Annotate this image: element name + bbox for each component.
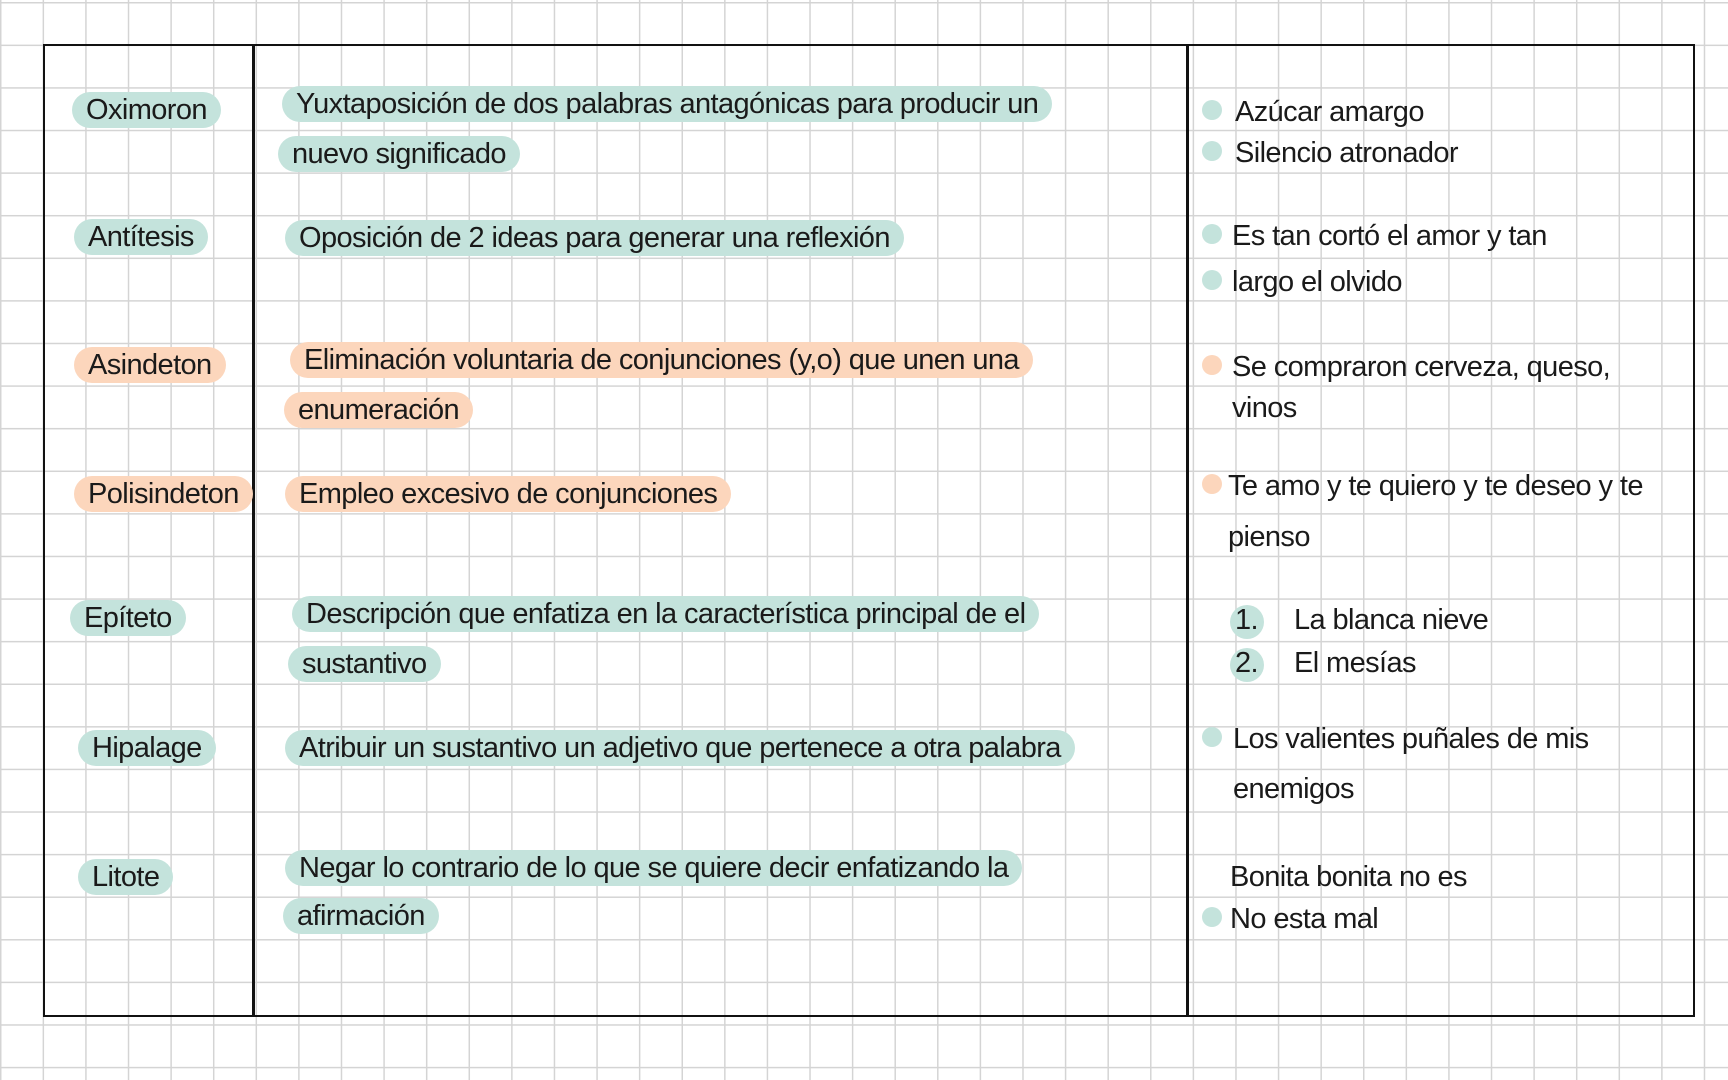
example-text: La blanca nieve bbox=[1294, 604, 1489, 636]
bullet-dot-icon bbox=[1202, 474, 1222, 494]
definition-line: Descripción que enfatiza en la característica principal de el bbox=[292, 596, 1039, 632]
definition-line: Oposición de 2 ideas para generar una reflexión bbox=[285, 220, 904, 256]
example-text: Es tan cortó el amor y tan bbox=[1232, 220, 1547, 252]
example-text: No esta mal bbox=[1230, 903, 1379, 935]
example-text: enemigos bbox=[1233, 773, 1354, 805]
example-text: vinos bbox=[1232, 392, 1297, 424]
definition-line: sustantivo bbox=[288, 646, 441, 682]
definition-line: Yuxtaposición de dos palabras antagónicas para producir un bbox=[282, 86, 1052, 122]
example-number: 2. bbox=[1235, 647, 1258, 679]
example-text: Te amo y te quiero y te deseo y te bbox=[1228, 470, 1643, 502]
term-label: Antítesis bbox=[74, 219, 208, 255]
definition-line: Empleo excesivo de conjunciones bbox=[285, 476, 731, 512]
example-text: Azúcar amargo bbox=[1235, 96, 1424, 128]
example-text: Silencio atronador bbox=[1235, 137, 1458, 169]
example-text: pienso bbox=[1228, 521, 1310, 553]
column-divider-2 bbox=[1186, 44, 1189, 1017]
bullet-dot-icon bbox=[1202, 100, 1222, 120]
example-text: largo el olvido bbox=[1232, 266, 1402, 298]
bullet-dot-icon bbox=[1202, 727, 1222, 747]
term-label: Polisindeton bbox=[74, 476, 253, 512]
example-text: Se compraron cerveza, queso, bbox=[1232, 351, 1611, 383]
definition-line: Atribuir un sustantivo un adjetivo que pertenece a otra palabra bbox=[285, 730, 1075, 766]
bullet-dot-icon bbox=[1202, 355, 1222, 375]
column-divider-1 bbox=[252, 44, 255, 1017]
example-number: 1. bbox=[1235, 604, 1258, 636]
example-text: Bonita bonita no es bbox=[1230, 861, 1467, 893]
definition-line: Negar lo contrario de lo que se quiere decir enfatizando la bbox=[285, 850, 1022, 886]
example-text: El mesías bbox=[1294, 647, 1416, 679]
definition-line: Eliminación voluntaria de conjunciones (y,o) que unen una bbox=[290, 342, 1033, 378]
example-text: Los valientes puñales de mis bbox=[1233, 723, 1589, 755]
definition-line: enumeración bbox=[284, 392, 473, 428]
term-label: Oximoron bbox=[72, 92, 221, 128]
definition-line: nuevo significado bbox=[278, 136, 520, 172]
bullet-dot-icon bbox=[1202, 224, 1222, 244]
definition-line: afirmación bbox=[283, 898, 439, 934]
bullet-dot-icon bbox=[1202, 270, 1222, 290]
bullet-dot-icon bbox=[1202, 141, 1222, 161]
term-label: Hipalage bbox=[78, 730, 216, 766]
term-label: Litote bbox=[78, 859, 173, 895]
bullet-dot-icon bbox=[1202, 907, 1222, 927]
term-label: Epíteto bbox=[70, 600, 186, 636]
term-label: Asindeton bbox=[74, 347, 226, 383]
